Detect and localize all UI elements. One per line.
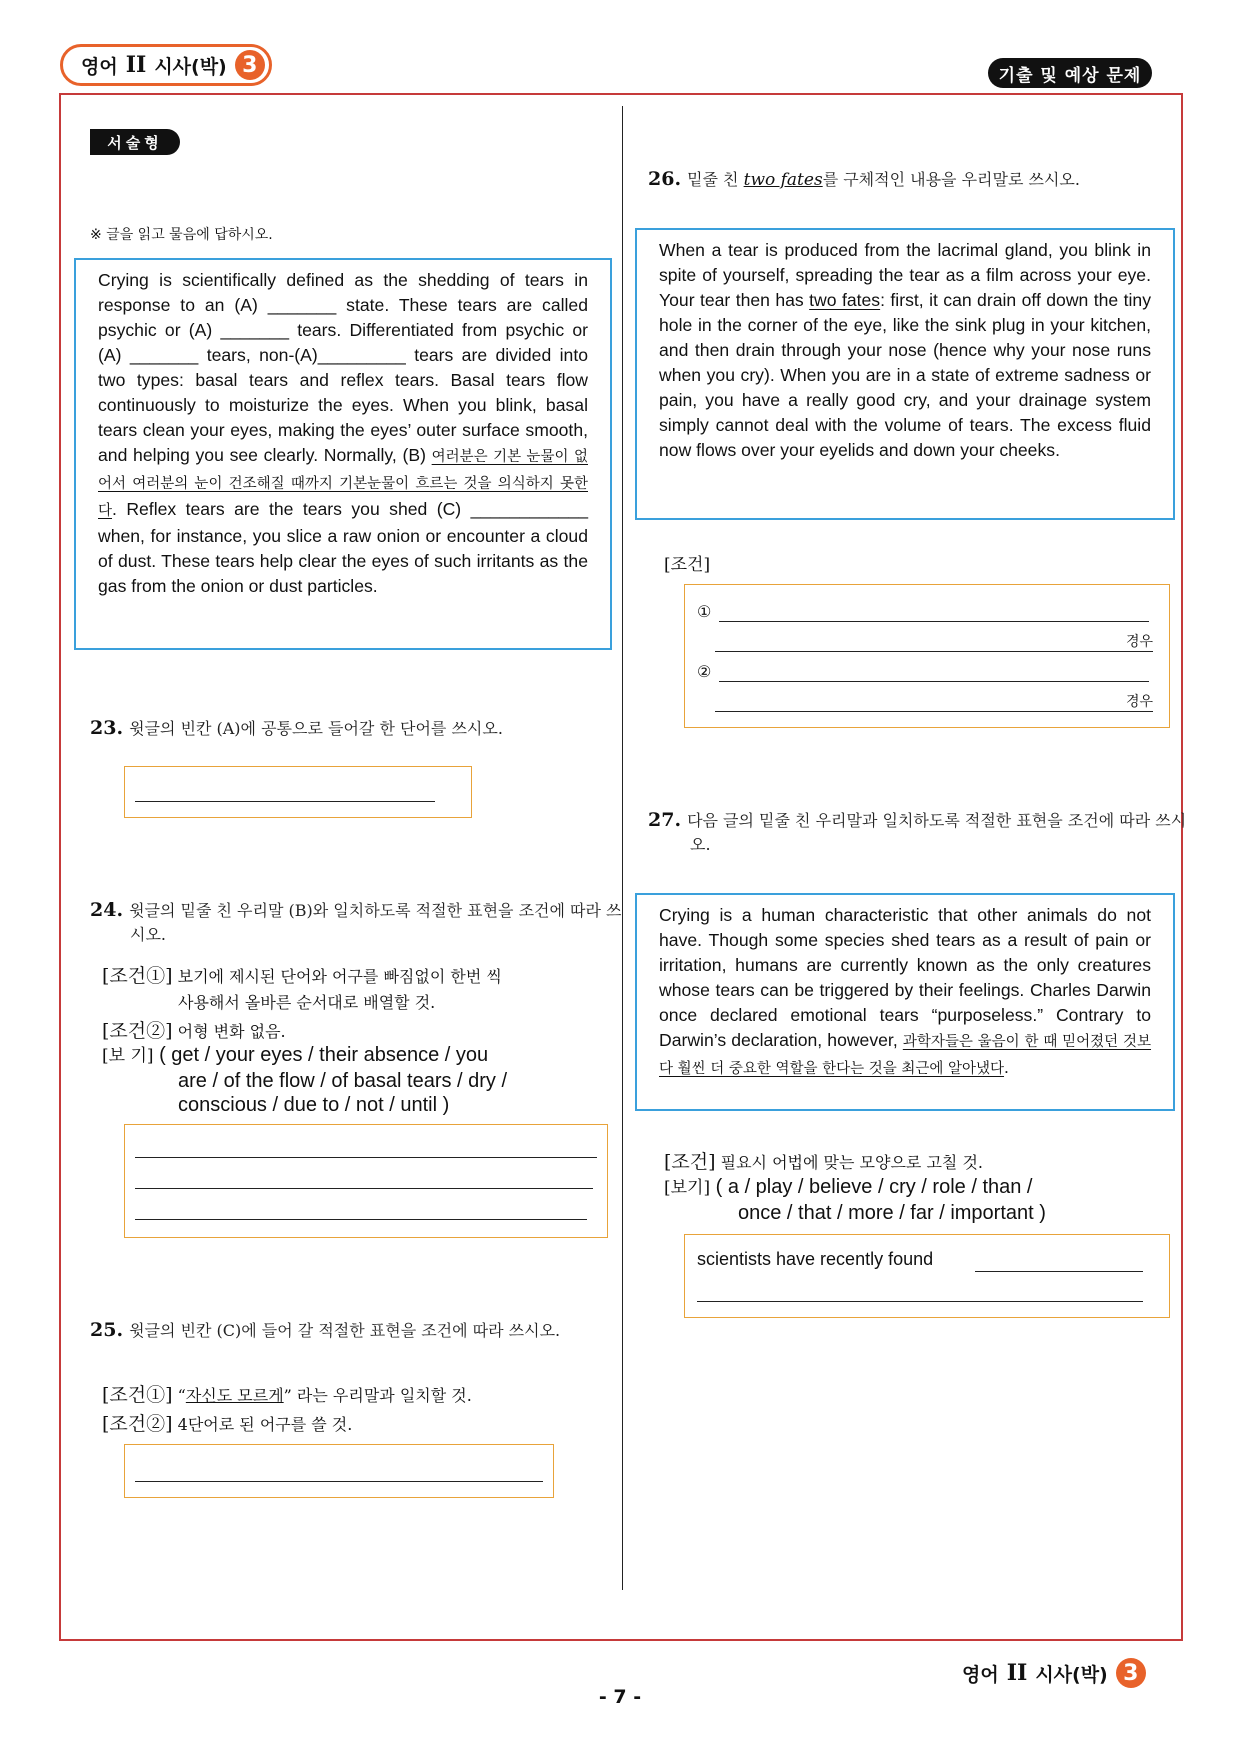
condition-text: 필요시 어법에 맞는 모양으로 고칠 것. [720,1153,983,1172]
bogi-label: [보 기] [102,1046,154,1066]
condition-text: 4단어로 된 어구를 쓸 것. [177,1415,353,1434]
footer-lesson-badge: 3 [1116,1658,1146,1688]
question-25-conditions [102,1382,622,1438]
question-26-text-a: 밑줄 친 [687,170,744,189]
column-divider [622,106,623,1590]
answer-suffix: 경우 [1125,694,1153,710]
answer-line[interactable] [135,1481,543,1482]
question-27 [648,808,1190,857]
condition-label: [조건②] [102,1020,173,1042]
question-26-condition-label: [조건] [664,555,711,575]
question-25 [90,1318,630,1343]
answer-line[interactable] [135,1219,587,1220]
question-26-text-b: 를 구체적인 내용을 우리말로 쓰시오. [822,170,1080,189]
passage-3 [635,893,1175,1111]
question-27-text: 다음 글의 밑줄 친 우리말과 일치하도록 적절한 표현을 조건에 따라 쓰시오. [687,811,1187,854]
header-roman: II [125,52,147,78]
answer-line[interactable] [135,1157,597,1158]
answer-box-25[interactable] [124,1444,554,1498]
bogi-line: ( a / play / believe / cry / role / than / [715,1176,1033,1198]
lesson-badge: 3 [235,50,265,80]
question-24-text: 윗글의 밑줄 친 우리말 (B)와 일치하도록 적절한 표현을 조건에 따라 쓰시오. [129,901,622,944]
bogi-line: once / that / more / far / important ) [738,1202,1046,1224]
question-26-number: 26. [648,168,682,190]
passage-2-text-b: : first, it can drain off down the tiny hole in the corner of the eye, like the sink plug in your kitchen, and then drain through your nose (hence why your nose runs when you cry). When you are in a state of extreme sadness or pain, you have a really good cry, and your drainage system simply cannot deal with the volume of tears. The excess fluid now flows over your eyelids and down your cheeks. [659,290,1151,460]
page-number: - 7 - [598,1686,642,1708]
question-25-text: 윗글의 빈칸 (C)에 들어 갈 적절한 표현을 조건에 따라 쓰시오. [129,1321,561,1340]
instruction-note: ※ 글을 읽고 물음에 답하시오. [90,227,273,243]
answer-prefix: scientists have recently found [697,1249,934,1269]
answer-line[interactable] [719,681,1149,682]
condition-text: 어형 변화 없음. [177,1022,286,1041]
header-publisher: 시사(박) [154,55,227,78]
condition-label: [조건①] [102,965,173,987]
question-23 [90,716,610,741]
answer-line[interactable] [975,1271,1143,1272]
answer-box-26[interactable] [684,584,1170,728]
passage-2 [635,228,1175,520]
bogi-label: [보기] [664,1178,711,1198]
question-23-number: 23. [90,717,124,739]
passage-1-text-b: . Reflex tears are the tears you shed (C) ____________ when, for instance, you slice a raw onion or encounter a cloud of dust. These tears help clear the eyes of such irritants as the gas from the onion or dust particles. [98,499,588,596]
footer-title [962,1658,1146,1688]
header-title [60,44,272,86]
question-26 [648,167,1190,192]
bogi-line: are / of the flow / of basal tears / dry / [178,1070,508,1092]
footer-roman: II [1006,1660,1028,1686]
condition-label: [조건①] [102,1384,173,1406]
condition-text-cont: 사용해서 올바른 순서대로 배열할 것. [178,993,436,1012]
condition-quote-open: “ [177,1386,186,1405]
condition-label: [조건②] [102,1413,173,1435]
question-24-bogi [102,1043,622,1117]
section-tag: 서술형 [90,129,180,155]
passage-1 [74,258,612,650]
question-27-conditions [664,1149,1164,1176]
answer-suffix: 경우 [1125,634,1153,650]
bogi-line: conscious / due to / not / until ) [178,1094,450,1116]
condition-underlined: 자신도 모르게 [185,1386,284,1405]
question-24-number: 24. [90,899,124,921]
passage-3-text-b: . [1004,1057,1009,1077]
question-24 [90,898,630,947]
answer-line[interactable] [715,711,1153,712]
passage-3-underlined: 과학자들은 울음이 한 때 믿어졌던 것보다 훨씬 더 중요한 역할을 한다는 것을 최근에 알아냈다 [659,1034,1152,1077]
answer-marker-2: ② [697,662,712,681]
question-27-number: 27. [648,809,682,831]
question-25-number: 25. [90,1319,124,1341]
answer-marker-1: ① [697,602,712,621]
condition-label: [조건] [664,1151,716,1173]
answer-box-27[interactable] [684,1234,1170,1318]
header-tag: 기출 및 예상 문제 [988,58,1152,88]
passage-3-text-a: Crying is a human characteristic that other animals do not have. Though some species shed tears as a result of pain or irritation, humans are currently known as the only creatures whose tears can be triggered by their feelings. Charles Darwin once declared emotional tears “purposeless.” Contrary to Darwin’s declaration, however, [659,905,1151,1050]
answer-line[interactable] [715,651,1153,652]
answer-box-23[interactable] [124,766,472,818]
answer-line[interactable] [719,621,1149,622]
footer-publisher: 시사(박) [1035,1663,1108,1686]
question-24-conditions [102,963,622,1045]
footer-subject: 영어 [962,1663,999,1686]
question-26-underlined: two fates [743,170,823,190]
answer-line[interactable] [697,1301,1143,1302]
question-27-bogi [664,1175,1164,1225]
passage-1-text-a: Crying is scientifically defined as the shedding of tears in response to an (A) _______ state. These tears are called psychic or (A) _______ tears. Differentiated from psychic or (A) _______ tears, non-(A)_________ tears are divided into two types: basal tears and reflex tears. Basal tears flow continuously to moisturize the eyes. When you blink, basal tears clean your eyes, making the eyes’ outer surface smooth, and helping you see clearly. Normally, (B) [98,270,588,465]
passage-2-underlined: two fates [809,290,881,310]
header-subject: 영어 [81,55,118,78]
passage-1-underlined: 여러분은 기본 눈물이 없어서 여러분의 눈이 건조해질 때까지 기본눈물이 흐르는 것을 의식하지 못한다 [98,449,588,519]
question-23-text: 윗글의 빈칸 (A)에 공통으로 들어갈 한 단어를 쓰시오. [129,719,503,738]
answer-line[interactable] [135,1188,593,1189]
answer-box-24[interactable] [124,1124,608,1238]
condition-text: 보기에 제시된 단어와 어구를 빠짐없이 한번 씩 [177,967,502,986]
bogi-line: ( get / your eyes / their absence / you [159,1044,489,1066]
condition-text: ” 라는 우리말과 일치할 것. [283,1386,472,1405]
passage-2-text-a: When a tear is produced from the lacrimal gland, you blink in spite of yourself, spreading the tear as a film across your eye. Your tear then has [659,240,1151,310]
answer-line[interactable] [135,801,435,802]
